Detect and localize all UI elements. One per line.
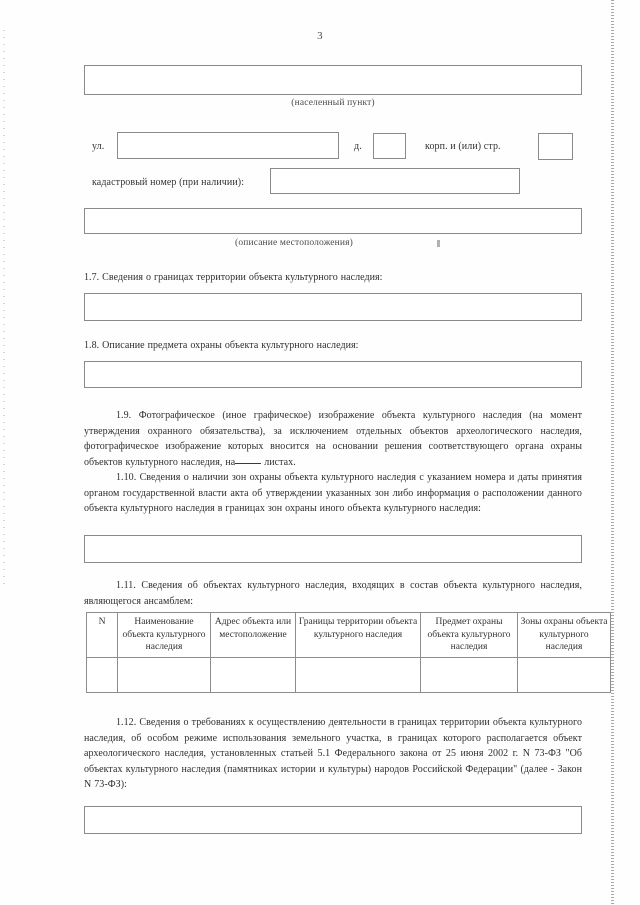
column-header-name: Наименование объекта культурного наследия [118,613,211,658]
cell-boundaries[interactable] [296,657,421,692]
section-1-9-text [84,408,582,470]
settlement-caption: (населенный пункт) [291,98,375,108]
column-header-boundaries: Границы территории объекта культурного наследия [296,613,421,658]
building-label: корп. и (или) стр. [425,141,501,152]
scan-artifact-right-edge [611,0,614,905]
column-header-protection-zones: Зоны охраны объекта культурного наследия [518,613,611,658]
column-header-number: N [87,613,118,658]
section-1-8-text: 1.8. Описание предмета охраны объекта культурного наследия: [84,340,359,351]
column-header-address: Адрес объекта или местоположение [211,613,296,658]
cadastral-input[interactable] [270,168,520,194]
table-header-row [87,613,611,658]
section-1-12-text: 1.12. Сведения о требованиях к осуществлению деятельности в границах территории объекта культурного наследия, об особом режиме использования земельного участка, в границах которого располагается объект археологического наследия, установленных статьей 5.1 Федерального закона от 25 июня 2002 г. N 73-ФЗ "Об объектах культурного наследия (памятниках истории и культуры) народов Российской Федерации" (далее - Закон N 73-ФЗ): [84,717,582,790]
ensemble-objects-table [86,612,611,693]
house-label: д. [354,141,362,152]
cell-protection-zones[interactable] [518,657,611,692]
scan-artifact-left-edge [3,30,5,590]
settlement-input[interactable] [84,65,582,95]
cell-number[interactable] [87,657,118,692]
building-input[interactable] [538,133,573,160]
section-1-9-tail: листах. [264,456,296,468]
street-input[interactable] [117,132,339,159]
section-1-7-text: 1.7. Сведения о границах территории объекта культурного наследия: [84,272,383,283]
section-1-8-input[interactable] [84,361,582,388]
section-1-12-input[interactable] [84,806,582,834]
scan-speck [437,240,440,247]
cell-name[interactable] [118,657,211,692]
table-row[interactable] [87,657,611,692]
column-header-protection-subject: Предмет охраны объекта культурного наследия [421,613,518,658]
section-1-10-text: 1.10. Сведения о наличии зон охраны объекта культурного наследия с указанием номера и даты принятия органом государственной власти акта об утверждении указанных зон либо информация о расположении данного объекта культурного наследия в границах зон охраны иного объекта культурного наследия: [84,472,582,514]
section-1-11-text: 1.11. Сведения об объектах культурного наследия, входящих в состав объекта культурного наследия, являющегося ансамблем: [84,580,582,607]
cell-address[interactable] [211,657,296,692]
cell-protection-subject[interactable] [421,657,518,692]
street-label: ул. [92,141,105,152]
section-1-9-body: 1.9. Фотографическое (иное графическое) изображение объекта культурного наследия (на момент утверждения охранного обязательства), за исключением отдельных объектов археологического наследия, фотографическое изображение которых вносится на основании решения соответствующего органа охраны объектов культурного наследия, на [84,410,582,468]
section-1-10-input[interactable] [84,535,582,563]
page-number: 3 [317,30,323,42]
cadastral-label: кадастровый номер (при наличии): [92,177,245,188]
section-1-9-blank[interactable] [235,463,261,464]
section-1-7-input[interactable] [84,293,582,321]
house-input[interactable] [373,133,406,159]
location-input[interactable] [84,208,582,234]
location-caption: (описание местоположения) [235,238,353,248]
